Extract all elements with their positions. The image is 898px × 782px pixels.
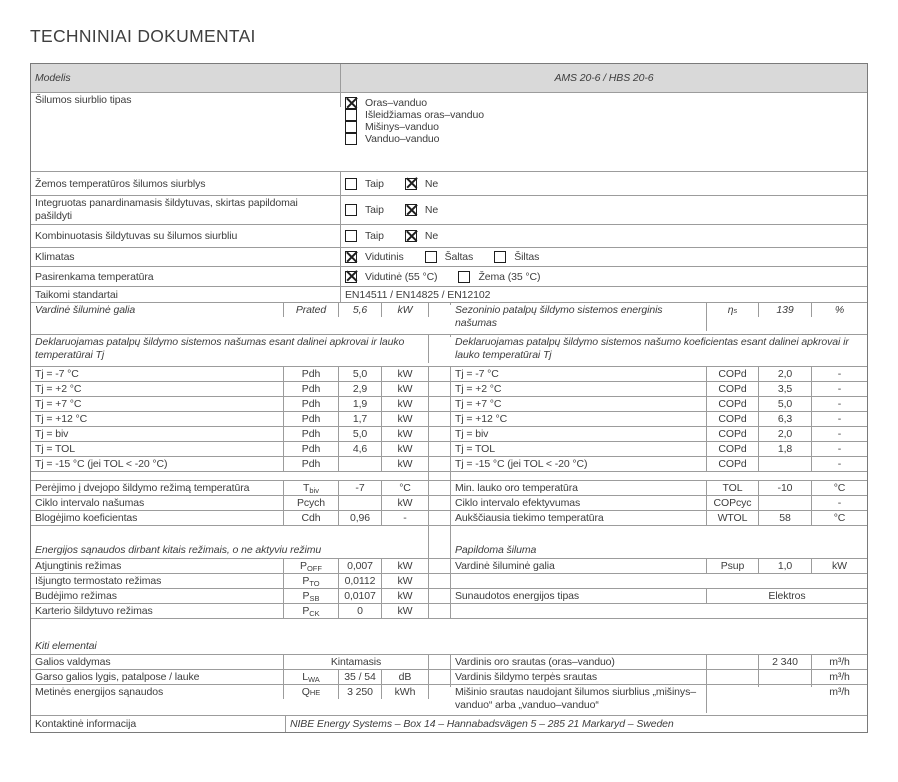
rated-output-row	[31, 303, 867, 335]
column-divider	[429, 685, 451, 687]
column-divider	[429, 335, 451, 337]
left-unit: dB	[382, 670, 429, 684]
right-symbol: COPcyc	[707, 496, 759, 510]
capacity-control-row	[31, 655, 867, 670]
right-symbol	[707, 655, 759, 669]
left-value	[339, 496, 382, 510]
spacer-row	[31, 472, 867, 481]
left-label: Blogėjimo koeficientas	[31, 511, 284, 525]
combined-heater-options	[341, 225, 867, 247]
spacer-cell	[31, 472, 429, 480]
tj-left-symbol: Pdh	[284, 457, 339, 471]
tj-left-value: 1,7	[339, 412, 382, 426]
tj-left-label: Tj = +7 °C	[31, 397, 284, 411]
checkbox-icon	[425, 251, 437, 263]
column-divider	[429, 427, 451, 441]
tj-right-label: Tj = +2 °C	[451, 382, 707, 396]
left-unit: kW	[382, 496, 429, 510]
tj-right-value	[759, 457, 812, 471]
left-label: Garso galios lygis, patalpose / lauke	[31, 670, 284, 684]
modes-header-row	[31, 526, 867, 559]
option-label: Išleidžiamas oras–vanduo	[365, 109, 485, 121]
tj-right-label: Tj = biv	[451, 427, 707, 441]
left-value: 0	[339, 604, 382, 618]
tj-left-unit: kW	[382, 457, 429, 471]
tj-right-label: Tj = TOL	[451, 442, 707, 456]
contact-label: Kontaktinė informacija	[31, 716, 286, 732]
empty-cell	[451, 574, 867, 588]
rated-right-label: Sezoninio patalpų šildymo sistemos energinis našumas	[451, 303, 707, 331]
column-divider	[429, 472, 451, 480]
left-unit: kW	[382, 604, 429, 618]
column-divider	[429, 303, 451, 305]
tj-right-value: 2,0	[759, 427, 812, 441]
checkbox-icon	[345, 251, 357, 263]
checkbox-icon	[345, 133, 357, 145]
tj-row	[31, 397, 867, 412]
right-symbol	[707, 685, 759, 687]
column-divider	[429, 397, 451, 411]
column-divider	[429, 574, 451, 588]
option-label: Šiltas	[514, 251, 540, 263]
off-mode-row	[31, 559, 867, 574]
column-divider	[429, 559, 451, 573]
tj-right-label: Tj = +7 °C	[451, 397, 707, 411]
tj-right-unit: -	[837, 428, 842, 440]
tj-row	[31, 457, 867, 472]
right-symbol: WTOL	[707, 511, 759, 525]
column-divider	[429, 526, 451, 558]
tj-left-value: 5,0	[339, 427, 382, 441]
climate-label: Klimatas	[31, 248, 341, 266]
tj-right-value: 3,5	[759, 382, 812, 396]
column-divider	[429, 457, 451, 471]
right-unit: -	[837, 497, 842, 509]
option-ne	[405, 178, 438, 190]
left-unit: kW	[382, 589, 429, 603]
right-unit: m³/h	[829, 656, 850, 668]
column-divider	[429, 511, 451, 525]
column-divider	[429, 382, 451, 396]
spacer-cell	[451, 472, 867, 480]
cycling-capacity-row	[31, 496, 867, 511]
column-divider	[429, 367, 451, 381]
left-symbol: Pcych	[284, 496, 339, 510]
right-value	[759, 496, 812, 510]
low-temp-label: Žemos temperatūros šilumos siurblys	[31, 172, 341, 195]
modes-right-header: Papildoma šiluma	[455, 544, 537, 556]
model-value: AMS 20-6 / HBS 20-6	[554, 72, 654, 84]
tj-left-value: 4,6	[339, 442, 382, 456]
aux-value: 1,0	[759, 559, 812, 573]
column-divider	[429, 670, 451, 684]
right-value	[759, 670, 812, 684]
declared-header-row	[31, 335, 867, 367]
tj-row	[31, 412, 867, 427]
option-label: Oras–vanduo	[365, 97, 427, 109]
checkbox-icon	[405, 178, 417, 190]
tj-right-value: 1,8	[759, 442, 812, 456]
left-symbol: P $_{TO}$	[284, 574, 339, 588]
left-value: 3 250	[339, 685, 382, 699]
option-zema	[458, 271, 540, 283]
combined-heater-row	[31, 225, 867, 248]
tj-left-value: 1,9	[339, 397, 382, 411]
option-label: Žema (35 °C)	[478, 270, 541, 283]
option-label: Ne	[424, 204, 439, 216]
tj-left-value: 2,9	[339, 382, 382, 396]
right-value: 58	[759, 511, 812, 525]
integrated-heater-label: Integruotas panardinamasis šildytuvas, skirtas papildomai pašildyti	[31, 196, 341, 224]
rated-right-unit: %	[834, 304, 845, 316]
tj-right-unit: -	[837, 443, 842, 455]
pump-type-label: Šilumos siurblio tipas	[31, 93, 341, 107]
left-value: -7	[339, 481, 382, 495]
tj-left-label: Tj = -15 °C (jei TOL < -20 °C)	[31, 457, 284, 471]
right-label: Aukščiausia tiekimo temperatūra	[451, 511, 707, 525]
option-saltas	[425, 251, 474, 263]
contact-row	[31, 716, 867, 732]
right-label: Vardinis šildymo terpės srautas	[451, 670, 707, 684]
right-label: Min. lauko oro temperatūra	[451, 481, 707, 495]
left-label: Galios valdymas	[31, 655, 284, 669]
option-vidutine	[345, 271, 437, 283]
right-label: Vardinis oro srautas (oras–vanduo)	[451, 655, 707, 669]
standby-row	[31, 589, 867, 604]
checkbox-icon	[345, 109, 357, 121]
column-divider	[429, 604, 451, 618]
checkbox-icon	[345, 97, 357, 109]
left-symbol: Cdh	[284, 511, 339, 525]
option-label: Ne	[424, 230, 439, 242]
aux-symbol: Psup	[707, 559, 759, 573]
capacity-control-value: Kintamasis	[284, 655, 429, 669]
aux-unit: kW	[832, 560, 847, 572]
right-label: Ciklo intervalo efektyvumas	[451, 496, 707, 510]
left-unit: kWh	[382, 685, 429, 699]
tj-row	[31, 427, 867, 442]
column-divider	[429, 481, 451, 495]
left-unit: kW	[382, 574, 429, 588]
option-label: Taip	[365, 230, 384, 242]
tj-right-symbol: COPd	[707, 382, 759, 396]
right-unit: °C	[833, 512, 846, 524]
right-value: -10	[759, 481, 812, 495]
tj-left-unit: kW	[382, 427, 429, 441]
right-value	[759, 685, 812, 687]
option-taip	[345, 230, 384, 242]
option-isleidziamas	[345, 109, 484, 121]
option-label: Taip	[365, 177, 384, 190]
left-symbol: Q $_{HE}$	[284, 685, 339, 699]
tj-left-label: Tj = +2 °C	[31, 382, 284, 396]
tj-left-label: Tj = TOL	[31, 442, 284, 456]
others-header-row	[31, 619, 867, 655]
option-misinys-vanduo	[345, 121, 484, 133]
low-temp-options	[341, 172, 867, 195]
degradation-row	[31, 511, 867, 526]
tj-row	[31, 442, 867, 457]
tj-left-symbol: Pdh	[284, 382, 339, 396]
option-label: Mišinys–vanduo	[365, 121, 439, 133]
column-divider	[429, 412, 451, 426]
column-divider	[429, 442, 451, 456]
option-label: Vanduo–vanduo	[365, 133, 440, 145]
rated-left-label: Vardinė šiluminė galia	[31, 303, 284, 317]
right-symbol: TOL	[707, 481, 759, 495]
option-vanduo-vanduo	[345, 133, 484, 145]
checkbox-icon	[345, 121, 357, 133]
tj-left-symbol: Pdh	[284, 442, 339, 456]
right-value: 2 340	[759, 655, 812, 669]
annual-energy-row	[31, 685, 867, 716]
checkbox-icon	[345, 204, 357, 216]
left-label: Budėjimo režimas	[31, 589, 284, 603]
option-label: Vidutinis	[365, 251, 404, 263]
option-vidutinis	[345, 251, 404, 263]
rated-right-symbol: η $_s$	[707, 303, 759, 317]
combined-heater-label: Kombinuotasis šildytuvas su šilumos siurbliu	[31, 225, 341, 247]
option-taip	[345, 178, 384, 190]
left-unit: kW	[382, 559, 429, 573]
option-siltas	[494, 251, 539, 263]
left-unit: -	[382, 511, 429, 525]
checkbox-icon	[405, 204, 417, 216]
model-label: Modelis	[31, 64, 341, 92]
column-divider	[429, 496, 451, 510]
contact-value: NIBE Energy Systems – Box 14 – Hannabadsvägen 5 – 285 21 Markaryd – Sweden	[290, 718, 674, 730]
standards-value: EN14511 / EN14825 / EN12102	[345, 288, 491, 301]
integrated-heater-options	[341, 196, 867, 224]
standards-row	[31, 287, 867, 303]
temp-application-row	[31, 267, 867, 287]
tj-left-symbol: Pdh	[284, 367, 339, 381]
empty-cell	[451, 604, 867, 618]
left-unit: °C	[382, 481, 429, 495]
right-unit: m³/h	[829, 686, 850, 698]
column-divider	[429, 655, 451, 669]
tj-left-unit: kW	[382, 412, 429, 426]
spec-table	[30, 63, 868, 733]
tj-left-symbol: Pdh	[284, 397, 339, 411]
modes-left-header: Energijos sąnaudos dirbant kitais režimais, o ne aktyviu režimu	[31, 526, 429, 558]
tj-left-value: 5,0	[339, 367, 382, 381]
rated-left-unit: kW	[382, 303, 429, 317]
tj-left-value	[339, 457, 382, 471]
climate-row	[31, 248, 867, 267]
right-label: Mišinio srautas naudojant šilumos siurblius „mišinys–vanduo“ arba „vanduo–vanduo“	[451, 685, 707, 713]
tj-right-value: 6,3	[759, 412, 812, 426]
energy-type-value: Elektros	[768, 590, 806, 602]
tj-right-symbol: COPd	[707, 442, 759, 456]
option-taip	[345, 204, 384, 216]
option-oras-vanduo	[345, 97, 484, 109]
checkbox-icon	[494, 251, 506, 263]
tj-right-label: Tj = -15 °C (jei TOL < -20 °C)	[451, 457, 707, 471]
pump-type-options	[341, 93, 867, 149]
right-unit: m³/h	[829, 671, 850, 683]
thermostat-off-row	[31, 574, 867, 589]
tj-left-label: Tj = -7 °C	[31, 367, 284, 381]
left-symbol: T $_{biv}$	[284, 481, 339, 495]
left-value: 0,007	[339, 559, 382, 573]
left-value: 0,0112	[339, 574, 382, 588]
tj-left-symbol: Pdh	[284, 427, 339, 441]
tj-right-symbol: COPd	[707, 397, 759, 411]
checkbox-icon	[345, 178, 357, 190]
tj-left-symbol: Pdh	[284, 412, 339, 426]
temp-application-label: Pasirenkama temperatūra	[31, 267, 341, 286]
left-symbol: L $_{WA}$	[284, 670, 339, 684]
left-label: Išjungto termostato režimas	[31, 574, 284, 588]
left-label: Karterio šildytuvo režimas	[31, 604, 284, 618]
tj-right-unit: -	[837, 368, 842, 380]
right-symbol	[707, 670, 759, 684]
temp-application-options	[341, 267, 867, 286]
left-label: Ciklo intervalo našumas	[31, 496, 284, 510]
climate-options	[341, 248, 867, 266]
tj-right-unit: -	[837, 458, 842, 470]
integrated-heater-row	[31, 196, 867, 225]
tj-right-symbol: COPd	[707, 412, 759, 426]
checkbox-icon	[458, 271, 470, 283]
tj-left-unit: kW	[382, 382, 429, 396]
tj-left-unit: kW	[382, 397, 429, 411]
checkbox-icon	[345, 271, 357, 283]
tj-right-unit: -	[837, 398, 842, 410]
tj-right-symbol: COPd	[707, 367, 759, 381]
option-label: Ne	[424, 177, 439, 190]
left-label: Atjungtinis režimas	[31, 559, 284, 573]
declared-left-header: Deklaruojamas patalpų šildymo sistemos našumas esant dalinei apkrovai ir lauko temperatūrai Tj	[31, 335, 429, 363]
tj-right-value: 2,0	[759, 367, 812, 381]
table-header-row	[31, 64, 867, 93]
pump-type-row	[31, 93, 867, 172]
left-symbol: P $_{OFF}$	[284, 559, 339, 573]
tj-row	[31, 367, 867, 382]
low-temp-row	[31, 172, 867, 196]
option-label: Šaltas	[444, 251, 474, 263]
tj-right-value: 5,0	[759, 397, 812, 411]
sound-power-row	[31, 670, 867, 685]
checkbox-icon	[405, 230, 417, 242]
tj-right-symbol: COPd	[707, 427, 759, 441]
option-ne	[405, 230, 438, 242]
tj-right-label: Tj = +12 °C	[451, 412, 707, 426]
tj-left-unit: kW	[382, 442, 429, 456]
left-label: Metinės energijos sąnaudos	[31, 685, 284, 699]
tj-left-label: Tj = +12 °C	[31, 412, 284, 426]
page-title: TECHNINIAI DOKUMENTAI	[30, 26, 256, 46]
left-value: 0,96	[339, 511, 382, 525]
standards-label: Taikomi standartai	[31, 287, 341, 302]
energy-type-label: Sunaudotos energijos tipas	[451, 589, 707, 603]
tj-right-symbol: COPd	[707, 457, 759, 471]
column-divider	[429, 589, 451, 603]
option-ne	[405, 204, 438, 216]
tj-row	[31, 382, 867, 397]
crankcase-row	[31, 604, 867, 619]
tj-right-unit: -	[837, 413, 842, 425]
option-label: Vidutinė (55 °C)	[365, 270, 438, 283]
right-unit: °C	[833, 482, 846, 494]
left-symbol: P $_{SB}$	[284, 589, 339, 603]
rated-left-symbol: Prated	[284, 303, 339, 317]
rated-right-value: 139	[759, 303, 812, 317]
checkbox-icon	[345, 230, 357, 242]
tj-right-unit: -	[837, 383, 842, 395]
tj-right-label: Tj = -7 °C	[451, 367, 707, 381]
tj-left-label: Tj = biv	[31, 427, 284, 441]
left-value: 0,0107	[339, 589, 382, 603]
rated-left-value: 5,6	[339, 303, 382, 317]
left-label: Perėjimo į dvejopo šildymo režimą temperatūra	[31, 481, 284, 495]
left-value: 35 / 54	[339, 670, 382, 684]
aux-label: Vardinė šiluminė galia	[451, 559, 707, 573]
tj-left-unit: kW	[382, 367, 429, 381]
left-symbol: P $_{CK}$	[284, 604, 339, 618]
declared-right-header: Deklaruojamas patalpų šildymo sistemos našumo koeficientas esant dalinei apkrovai ir lauko temperatūrai Tj	[455, 336, 849, 361]
others-header: Kiti elementai	[35, 640, 97, 652]
bivalent-temp-row	[31, 481, 867, 496]
option-label: Taip	[365, 204, 384, 216]
